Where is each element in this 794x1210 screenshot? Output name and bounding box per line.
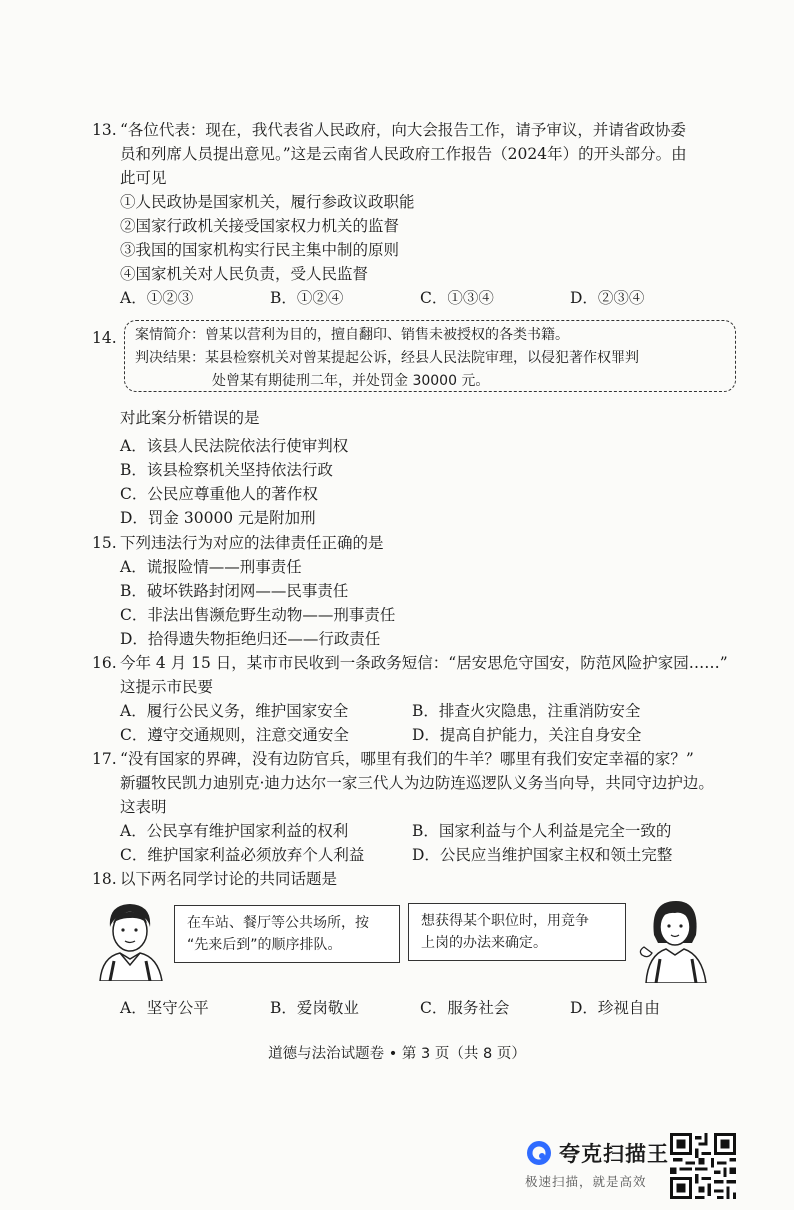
brand-slogan: 极速扫描，就是高效 xyxy=(525,1174,647,1189)
question-stem: 这表明 xyxy=(120,798,167,816)
question-stem: 今年 4 月 15 日，某市市民收到一条政务短信：“居安思危守国安，防范风险护家园……” xyxy=(120,654,728,672)
question-stem: “各位代表：现在，我代表省人民政府，向大会报告工作，请予审议，并请省政协委 xyxy=(120,121,686,139)
question-stem: 此可见 xyxy=(120,169,167,187)
question-14 xyxy=(92,406,732,530)
question-number: 15. xyxy=(92,534,117,552)
option-b[interactable]: B．①②④ xyxy=(270,289,344,307)
case-text: 曾某以营利为目的，擅自翻印、销售未被授权的各类书籍。 xyxy=(205,327,569,343)
question-number: 14. xyxy=(92,329,117,347)
answer-options xyxy=(92,723,732,747)
question-number: 16. xyxy=(92,654,117,672)
girl-student-icon xyxy=(634,895,714,983)
statement-item: ④国家机关对人民负责，受人民监督 xyxy=(120,265,369,283)
statement-item: ②国家行政机关接受国家权力机关的监督 xyxy=(120,217,400,235)
speech-bubble-right xyxy=(408,903,626,961)
page-footer: 道德与法治试题卷 • 第 3 页（共 8 页） xyxy=(268,1046,526,1062)
case-label: 案情简介： xyxy=(135,327,205,343)
answer-options xyxy=(92,843,732,867)
answer-options xyxy=(92,699,732,723)
option-a[interactable]: A．履行公民义务，维护国家安全 xyxy=(120,702,349,720)
statement-item: ③我国的国家机构实行民主集中制的原则 xyxy=(120,241,400,259)
brand-name: 夸克扫描王 xyxy=(559,1142,669,1166)
boy-student-icon xyxy=(96,899,166,981)
option-a[interactable]: A．公民享有维护国家利益的权利 xyxy=(120,822,349,840)
answer-options xyxy=(92,996,732,1020)
answer-options xyxy=(92,819,732,843)
option-d[interactable]: D．拾得遗失物拒绝归还——行政责任 xyxy=(120,630,381,648)
option-a[interactable]: A．坚守公平 xyxy=(120,999,209,1017)
bubble-text: 上岗的办法来确定。 xyxy=(421,935,547,951)
question-13 xyxy=(92,118,732,310)
answer-options xyxy=(92,286,732,310)
question-number: 13. xyxy=(92,121,117,139)
option-d[interactable]: D．珍视自由 xyxy=(570,999,660,1017)
question-stem: 下列违法行为对应的法律责任正确的是 xyxy=(120,534,384,552)
bubble-text: 在车站、餐厅等公共场所，按 xyxy=(187,915,369,931)
case-label: 判决结果： xyxy=(135,350,205,366)
case-box xyxy=(124,320,736,392)
option-a[interactable]: A．该县人民法院依法行使审判权 xyxy=(120,437,349,455)
question-17 xyxy=(92,747,732,867)
option-c[interactable]: C．维护国家利益必须放弃个人利益 xyxy=(120,846,365,864)
option-b[interactable]: B．破坏铁路封闭网——民事责任 xyxy=(120,582,349,600)
question-18-options xyxy=(92,996,732,1020)
question-stem: 这提示市民要 xyxy=(120,678,214,696)
question-18 xyxy=(92,867,732,891)
option-b[interactable]: B．国家利益与个人利益是完全一致的 xyxy=(412,822,672,840)
question-stem: 对此案分析错误的是 xyxy=(120,409,260,427)
option-a[interactable]: A．谎报险情——刑事责任 xyxy=(120,558,302,576)
option-d[interactable]: D．罚金 30000 元是附加刑 xyxy=(120,509,316,527)
question-16 xyxy=(92,651,732,747)
case-text: 处曾某有期徒刑二年，并处罚金 30000 元。 xyxy=(212,373,490,389)
bubble-text: 想获得某个职位时，用竞争 xyxy=(421,913,589,929)
option-d[interactable]: D．提高自护能力，关注自身安全 xyxy=(412,726,642,744)
option-a[interactable]: A．①②③ xyxy=(120,289,194,307)
scanner-watermark xyxy=(525,1135,675,1195)
question-number: 17. xyxy=(92,750,117,768)
bubble-text: “先来后到”的顺序排队。 xyxy=(187,937,342,953)
discussion-illustration xyxy=(96,895,716,985)
option-c[interactable]: C．遵守交通规则，注意交通安全 xyxy=(120,726,349,744)
question-stem: 员和列席人员提出意见。”这是云南省人民政府工作报告（2024年）的开头部分。由 xyxy=(120,145,687,163)
speech-bubble-left xyxy=(174,905,400,963)
question-stem: 新疆牧民凯力迪别克·迪力达尔一家三代人为边防连巡逻队义务当向导，共同守边护边。 xyxy=(120,774,714,792)
option-d[interactable]: D．②③④ xyxy=(570,289,645,307)
question-15 xyxy=(92,531,732,651)
question-stem: 以下两名同学讨论的共同话题是 xyxy=(120,870,338,888)
option-c[interactable]: C．公民应尊重他人的著作权 xyxy=(120,485,318,503)
option-c[interactable]: C．①③④ xyxy=(420,289,494,307)
statement-item: ①人民政协是国家机关，履行参政议政职能 xyxy=(120,193,415,211)
option-b[interactable]: B．该县检察机关坚持依法行政 xyxy=(120,461,333,479)
question-stem: “没有国家的界碑，没有边防官兵，哪里有我们的牛羊？哪里有我们安定幸福的家？” xyxy=(120,750,694,768)
option-b[interactable]: B．排查火灾隐患，注重消防安全 xyxy=(412,702,641,720)
option-c[interactable]: C．服务社会 xyxy=(420,999,510,1017)
qr-code-icon xyxy=(670,1133,736,1199)
option-c[interactable]: C．非法出售濒危野生动物——刑事责任 xyxy=(120,606,396,624)
option-b[interactable]: B．爱岗敬业 xyxy=(270,999,359,1017)
case-text: 某县检察机关对曾某提起公诉，经县人民法院审理，以侵犯著作权罪判 xyxy=(205,350,639,366)
question-number: 18. xyxy=(92,870,117,888)
option-d[interactable]: D．公民应当维护国家主权和领土完整 xyxy=(412,846,673,864)
quark-logo-icon xyxy=(525,1139,553,1167)
